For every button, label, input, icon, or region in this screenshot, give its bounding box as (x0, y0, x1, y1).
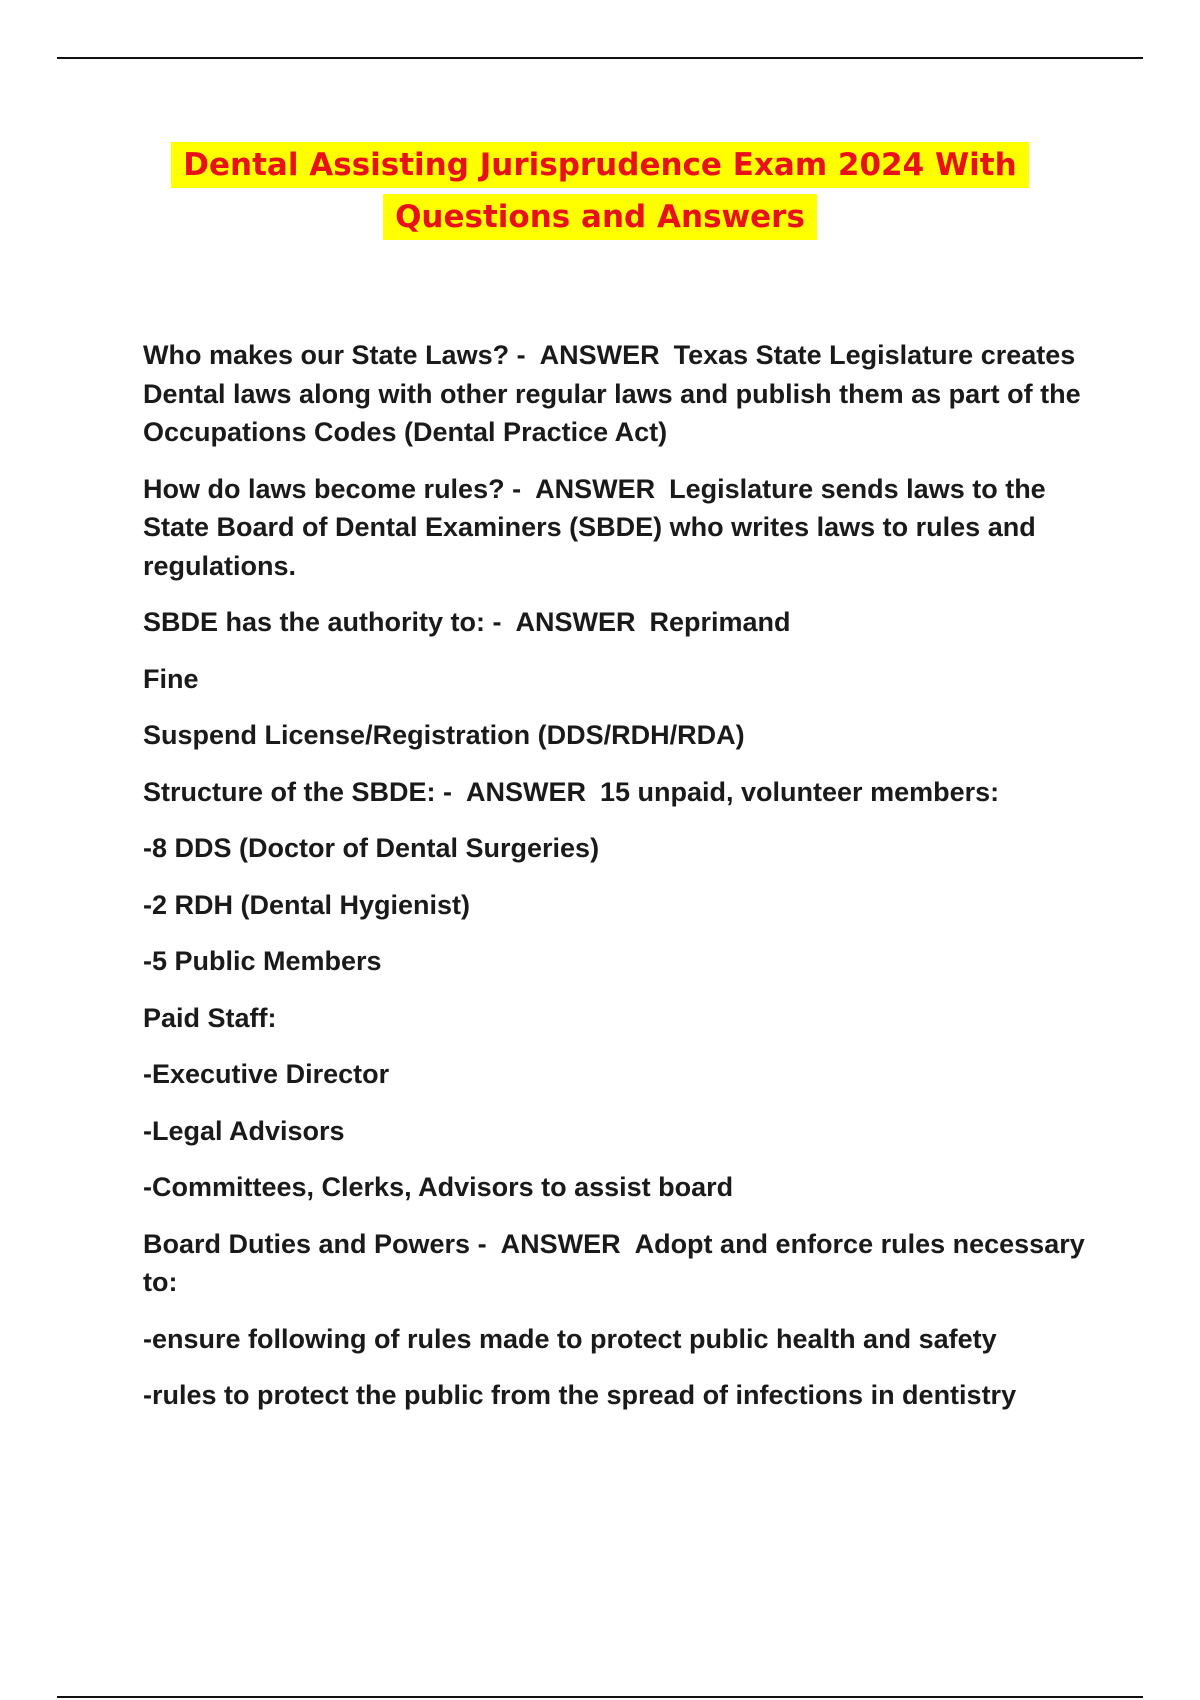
bottom-rule (57, 1696, 1143, 1698)
title-line-1: Dental Assisting Jurisprudence Exam 2024 With (171, 142, 1028, 188)
qa-item (143, 470, 1103, 586)
qa-item (143, 603, 1103, 642)
answer-line: Paid Staff: (143, 1002, 277, 1033)
answer-text: Legislature sends laws to the State Board of Dental Examiners (SBDE) who writes laws to rules and regulations. (143, 473, 1046, 581)
answer-line: -5 Public Members (143, 946, 382, 976)
answer-text: Reprimand (649, 607, 791, 637)
answer-label: ANSWER (539, 340, 660, 370)
answer-text: 15 unpaid, volunteer members: (600, 776, 1000, 807)
answer-label: ANSWER (500, 1228, 621, 1259)
question-text: How do laws become rules? - (143, 473, 522, 504)
answer-line: Suspend License/Registration (DDS/RDH/RDA) (143, 720, 745, 750)
answer-line: -Committees, Clerks, Advisors to assist board (143, 1172, 734, 1202)
qa-item (143, 773, 1103, 812)
top-rule (57, 57, 1143, 59)
question-text: Structure of the SBDE: - (143, 776, 453, 807)
answer-line: -Legal Advisors (143, 1115, 345, 1146)
answer-line: -rules to protect the public from the spread of infections in dentistry (143, 1380, 1017, 1410)
qa-item (143, 336, 1103, 452)
question-text: Board Duties and Powers - (143, 1228, 487, 1259)
answer-label: ANSWER (466, 776, 587, 807)
answer-text: Adopt and enforce rules necessary to: (143, 1228, 1085, 1297)
question-text: Who makes our State Laws? - (143, 340, 526, 370)
document-title (0, 142, 1200, 240)
question-text: SBDE has the authority to: - (143, 607, 502, 637)
answer-line: -8 DDS (Doctor of Dental Surgeries) (143, 833, 600, 863)
qa-item (143, 1225, 1103, 1302)
answer-line: -ensure following of rules made to protect public health and safety (143, 1323, 997, 1354)
title-line-2: Questions and Answers (383, 194, 817, 240)
answer-label: ANSWER (515, 607, 636, 637)
answer-text: Texas State Legislature creates Dental laws along with other regular laws and publish them as part of the Occupations Codes (Dental Practice Act) (143, 340, 1081, 447)
answer-line: Fine (143, 663, 199, 694)
answer-line: -2 RDH (Dental Hygienist) (143, 889, 471, 920)
answer-line: -Executive Director (143, 1059, 390, 1089)
answer-label: ANSWER (535, 473, 656, 504)
qa-content (143, 336, 1103, 1433)
